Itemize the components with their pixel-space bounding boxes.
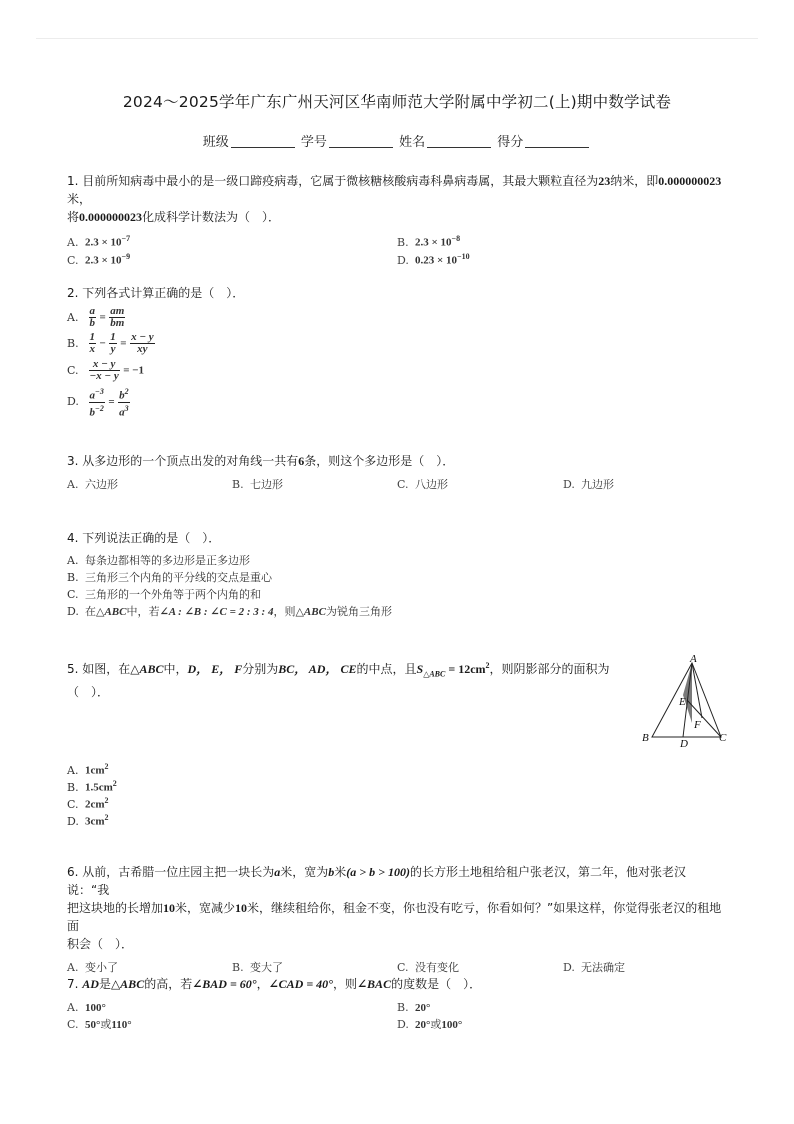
q6-option-a[interactable]: A. 变小了	[67, 961, 118, 974]
q1-option-d[interactable]: D. $0.23 \times 10^{-10}$	[397, 252, 470, 267]
q1-option-a[interactable]: A. $2.3 \times 10^{-7}$	[67, 234, 131, 249]
label-f: F	[694, 719, 701, 731]
q6-option-d[interactable]: D. 无法确定	[563, 961, 625, 974]
q4-option-c[interactable]: C. 三角形的一个外角等于两个内角的和	[67, 588, 261, 601]
label-d: D	[680, 738, 688, 750]
q6-option-c[interactable]: C. 没有变化	[397, 961, 459, 974]
student-id-label: 学号	[300, 135, 327, 150]
label-c: C	[719, 732, 727, 744]
q5-option-d[interactable]: D. $3cm^2$	[67, 813, 109, 828]
q4-option-d[interactable]: D. 在△ABC中，若∠A : ∠B : ∠C = 2 : 3 : 4，则△ABC为锐角三角形	[67, 605, 392, 618]
q7-option-d[interactable]: D. 20°或100°	[397, 1018, 463, 1031]
question-3-stem: 3. 从多边形的一个顶点出发的对角线一共有6条，则这个多边形是（ ）．	[67, 454, 455, 468]
label-a: A	[690, 653, 697, 665]
q3-option-d[interactable]: D. 九边形	[563, 478, 614, 491]
question-5	[67, 657, 627, 701]
q7-option-b[interactable]: B. 20°	[397, 1001, 431, 1014]
question-3-options	[67, 470, 727, 494]
question-5-options	[67, 760, 267, 832]
class-blank[interactable]	[231, 134, 295, 148]
q2-option-a[interactable]: A. $\frac{a}{b}$ = $\frac{am}{bm}$	[67, 305, 125, 329]
q3-option-c[interactable]: C. 八边形	[397, 478, 448, 491]
q5-option-c[interactable]: C. $2cm^2$	[67, 796, 109, 811]
q5-option-b[interactable]: B. $1.5cm^2$	[67, 779, 117, 794]
q6-option-b[interactable]: B. 变大了	[232, 961, 283, 974]
question-3	[67, 452, 727, 494]
q2-option-b[interactable]: B. $\frac{1}{x}$ − $\frac{1}{y}$ = $\frac{x - y}{xy}$	[67, 331, 154, 355]
label-b: B	[642, 732, 649, 744]
question-7-stem: 7. AD是△ABC的高，若∠BAD = 60°，∠CAD = 40°，则∠BAC的度数是（ ）．	[67, 977, 482, 991]
q7-option-a[interactable]: A. 100°	[67, 1001, 106, 1014]
triangle-figure	[636, 652, 736, 752]
class-label: 班级	[202, 135, 229, 150]
name-blank[interactable]	[427, 134, 491, 148]
q1-option-c[interactable]: C. $2.3 \times 10^{-9}$	[67, 252, 131, 267]
q4-option-b[interactable]: B. 三角形三个内角的平分线的交点是重心	[67, 571, 272, 584]
segment-af	[692, 663, 702, 718]
question-2	[67, 284, 727, 419]
question-4	[67, 529, 727, 619]
question-4-options	[67, 547, 727, 619]
student-id-blank[interactable]	[329, 134, 393, 148]
segment-ce	[687, 700, 721, 737]
q1-option-b[interactable]: B. $2.3 \times 10^{-8}$	[397, 234, 461, 249]
question-6	[67, 863, 727, 977]
question-6-stem: 6. 从前，古希腊一位庄园主把一块长为a米，宽为b米(a > b > 100)的长方形土地租给租户张老汉，第二年，他对张老汉说：“我 把这块地的长增加10米，宽减少10米，继续租给你，租金不变，你也没有吃亏，你看如何？”如果这样，你觉得张老汉的租地面 积会（ ）．	[67, 865, 722, 951]
question-5-stem: 5. 如图，在△ABC中，D， E， F分别为BC， AD， CE的中点，且$S_{\triangle ABC} = 12cm^2$，则阴影部分的面积为 （ ）．	[67, 661, 610, 700]
question-6-options	[67, 953, 727, 977]
q3-option-a[interactable]: A. 六边形	[67, 478, 118, 491]
q7-option-c[interactable]: C. 50°或110°	[67, 1018, 132, 1031]
question-2-stem: 2. 下列各式计算正确的是（ ）．	[67, 286, 245, 300]
label-e: E	[679, 696, 686, 708]
score-blank[interactable]	[525, 134, 589, 148]
question-1	[67, 172, 727, 266]
question-7-options	[67, 993, 727, 1033]
question-4-stem: 4. 下列说法正确的是（ ）．	[67, 531, 221, 545]
top-rule	[36, 38, 758, 39]
q5-option-a[interactable]: A. $1cm^2$	[67, 762, 109, 777]
student-info-line	[0, 131, 794, 150]
q2-option-c[interactable]: C. $\frac{x - y}{-x - y}$ = −1	[67, 358, 145, 382]
exam-title: 2024～2025学年广东广州天河区华南师范大学附属中学初二(上)期中数学试卷	[122, 93, 672, 111]
question-1-options	[67, 226, 727, 266]
name-label: 姓名	[399, 135, 426, 150]
question-2-options	[67, 302, 727, 419]
score-label: 得分	[497, 135, 524, 150]
question-1-stem: 1. 目前所知病毒中最小的是一级口蹄疫病毒，它属于微核糖核酸病毒科鼻病毒属，其最大颗粒直径为23纳米，即0.000000023米， 将0.000000023化成科学计数法为（ ）．	[67, 174, 722, 224]
q3-option-b[interactable]: B. 七边形	[232, 478, 283, 491]
q4-option-a[interactable]: A. 每条边都相等的多边形是正多边形	[67, 554, 250, 567]
question-7	[67, 975, 727, 1033]
q2-option-d[interactable]: D. $\frac{a^{-3}}{b^{-2}}$ = $\frac{b^2}{a^3}$	[67, 387, 129, 419]
